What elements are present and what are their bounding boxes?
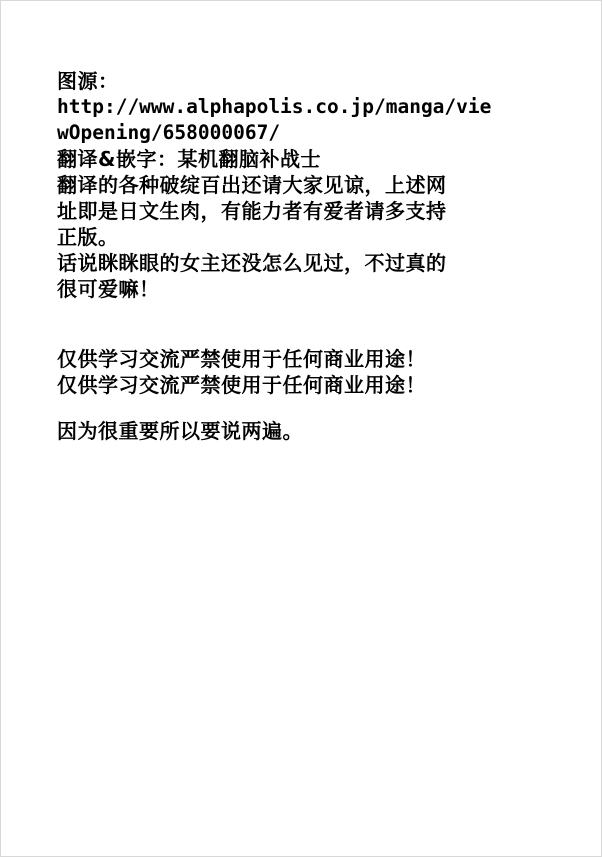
warning-line-2: 仅供学习交流严禁使用于任何商业用途！ (57, 373, 426, 397)
credits-block (57, 146, 557, 302)
source-block (57, 68, 557, 146)
note-line-3: 正版。 (57, 225, 119, 249)
comment-line-2: 很可爱嘛！ (57, 277, 160, 301)
note-line-1: 翻译的各种破绽百出还请大家见谅，上述网 (57, 173, 447, 197)
note-line-2: 址即是日文生肉，有能力者有爱者请多支持 (57, 199, 447, 223)
source-url-line-1: http://www.alphapolis.co.jp/manga/vie (57, 95, 492, 118)
spacer-small (57, 398, 557, 418)
emphasis-line: 因为很重要所以要说两遍。 (57, 419, 303, 443)
warning-line-1: 仅供学习交流严禁使用于任何商业用途！ (57, 347, 426, 371)
translator-credit: 翻译&嵌字：某机翻脑补战士 (57, 147, 321, 171)
spacer-large (57, 302, 557, 346)
comment-line-1: 话说眯眯眼的女主还没怎么见过，不过真的 (57, 251, 447, 275)
warning-block (57, 346, 557, 398)
source-url-line-2: wOpening/658000067/ (57, 121, 281, 144)
emphasis-block (57, 418, 557, 444)
credits-text-block (57, 68, 557, 444)
source-label: 图源： (57, 69, 119, 93)
